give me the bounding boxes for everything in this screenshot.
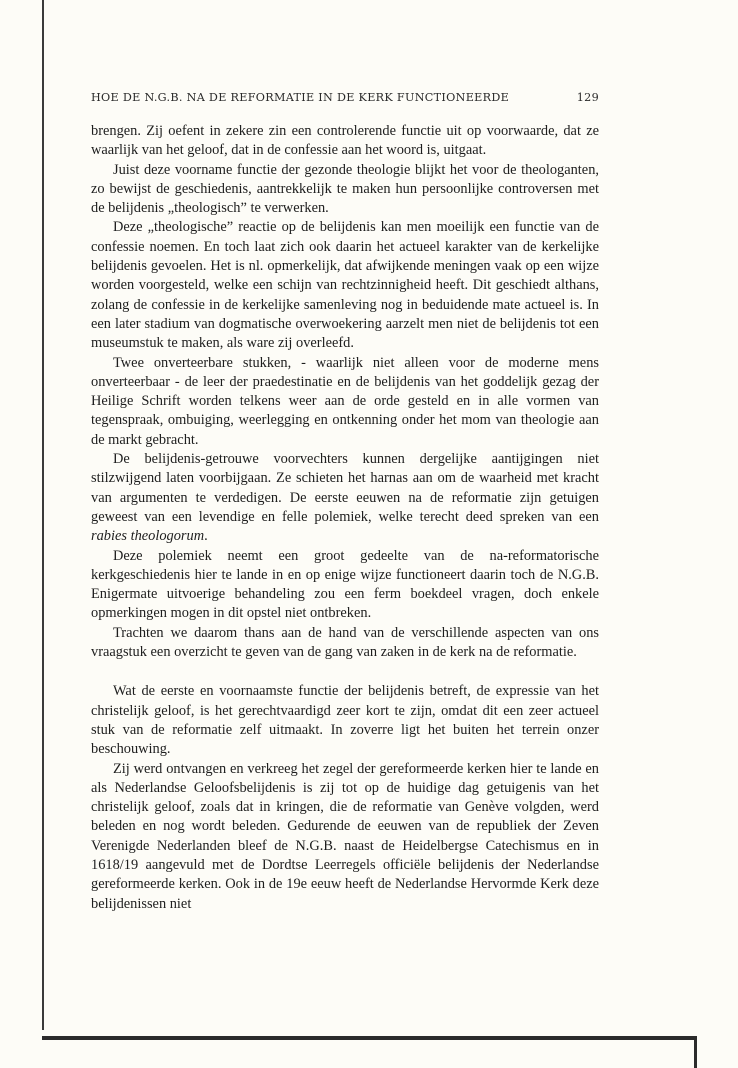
scan-edge-left	[42, 0, 44, 1030]
paragraph-section-start: Wat de eerste en voornaamste functie der belijdenis betreft, de expressie van het christelijk geloof, is het gerechtvaardigd zeer kort te zijn, omdat dit een zeer actueel stuk van de reformatie zelf uitmaakt. In zoverre ligt het buiten het terrein onzer beschouwing.	[91, 683, 599, 758]
paragraph: Juist deze voorname functie der gezonde theologie blijkt het voor de theologanten, zo bewijst de geschiedenis, aantrekkelijk te maken hun persoonlijke controversen met de belijdenis „theologisch” te verwerken.	[91, 161, 599, 217]
running-title: HOE DE N.G.B. NA DE REFORMATIE IN DE KERK FUNCTIONEERDE	[91, 91, 510, 104]
scan-edge-bottom	[42, 1036, 697, 1040]
scan-edge-right	[694, 1040, 697, 1068]
running-header	[91, 91, 599, 104]
paragraph-text: .	[204, 528, 208, 545]
paragraph: Zij werd ontvangen en verkreeg het zegel der gereformeerde kerken hier te lande en als Nederlandse Geloofsbelijdenis is zij tot op de huidige dag getuigenis van het christelijk geloof, zoals dat in kringen, die de reformatie van Genève volgden, werd beleden en nog wordt beleden. Gedurende de eeuwen van de republiek der Zeven Verenigde Nederlanden bleef de N.G.B. naast de Heidelbergse Catechismus en in 1618/19 aangevuld met de Dordtse Leerregels officiële belijdenis der Nederlandse gereformeerde kerken. Ook in de 19e eeuw heeft de Nederlandse Hervormde Kerk deze belijdenissen niet	[91, 760, 599, 912]
paragraph-text: De belijdenis-getrouwe voorvechters kunnen dergelijke aantijgingen niet stilzwijgend laten voorbijgaan. Ze schieten het harnas aan om de waarheid met kracht van argumenten te verdedigen. De eerste eeuwen na de reformatie zijn getuigen geweest van een levendige en felle polemiek, welke terecht deed spreken van een	[91, 451, 599, 525]
paragraph-continuation: brengen. Zij oefent in zekere zin een controlerende functie uit op voorwaarde, dat ze waarlijk van het geloof, dat in de confessie aan het woord is, uitgaat.	[91, 123, 599, 159]
paragraph: Deze „theologische” reactie op de belijdenis kan men moeilijk een functie van de confessie noemen. En toch laat zich ook daarin het actueel karakter van de kerkelijke belijdenis gevoelen. Het is nl. opmerkelijk, dat afwijkende meningen vaak op een wijze worden voorgesteld, welke een schijn van rechtzinnigheid heeft. Dit geschiedt althans, zolang de confessie in de kerkelijke samenleving nog in beduidende mate actueel is. In een later stadium van dogmatische overwoekering aarzelt men niet de belijdenis tot een museumstuk te maken, als ware zij overleefd.	[91, 219, 599, 352]
paragraph	[91, 450, 599, 546]
page-number: 129	[576, 91, 599, 104]
body-text	[91, 122, 599, 914]
paragraph: Twee onverteerbare stukken, - waarlijk niet alleen voor de moderne mens onverteerbaar - de leer der praedestinatie en de belijdenis van het goddelijk gezag der Heilige Schrift worden telkens weer aan de orde gesteld en in alle vormen van tegenspraak, ombuiging, weerlegging en ontkenning onder het mom van theologie aan de markt gebracht.	[91, 354, 599, 448]
paragraph: Deze polemiek neemt een groot gedeelte van de na-reformatorische kerkgeschiedenis hier te lande in en op enige wijze functioneert daarin toch de N.G.B. Enigermate uitvoerige behandeling zou een ferm boekdeel vragen, doch enkele opmerkingen mogen in dit opstel niet ontbreken.	[91, 547, 599, 622]
emphasis-text: rabies theologorum	[91, 528, 205, 545]
paragraph: Trachten we daarom thans aan de hand van de verschillende aspecten van ons vraagstuk een overzicht te geven van de gang van zaken in de kerk na de reformatie.	[91, 624, 599, 661]
